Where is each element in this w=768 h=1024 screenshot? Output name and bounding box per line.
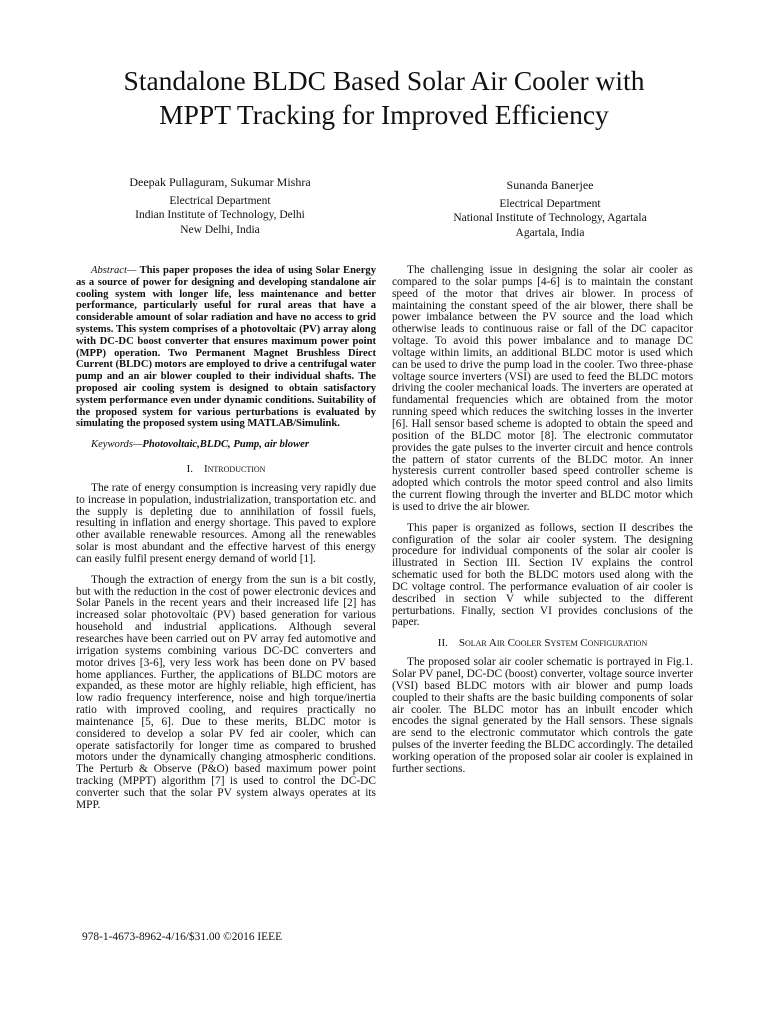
paper-title bbox=[60, 64, 708, 132]
author-names: Sunanda Banerjee bbox=[506, 178, 594, 192]
section-title: Solar Air Cooler System Configuration bbox=[458, 637, 648, 650]
title-line-1: Standalone BLDC Based Solar Air Cooler with bbox=[123, 65, 645, 96]
author-block-2 bbox=[440, 178, 660, 240]
section-heading-introduction bbox=[76, 464, 376, 476]
intro-paragraph-2: Though the extraction of energy from the sun is a bit costly, but with the reduction in the cost of power electronic devices and Solar Panels in the recent years and their increased life [2] has increased solar photovoltaic (PV) based generation for various household and industrial applications. Although several researches have been carried out on PV array fed automotive and irrigation systems combining various DC-DC converters and motor drives [3-6], very less work has been done on PV based home appliances. Further, the applications of BLDC motors are expanded, as these motor are highly reliable, high efficient, has low radio frequency interference, noise and high torque/inertia ratio with improved cooling, and requires practically no maintenance [5, 6]. Due to these merits, BLDC motor is considered to develop a solar PV fed air cooler, which can operate satisfactorily for longer time as compared to brushed motors under the dynamically changing atmospheric conditions. The Perturb & Observe (P&O) based maximum power point tracking (MPPT) algorithm [7] is used to control the DC-DC converter such that the solar PV system always operates at its MPP. bbox=[76, 573, 376, 811]
author-block-1 bbox=[110, 175, 330, 237]
intro-paragraph-1: The rate of energy consumption is increasing very rapidly due to increase in population, industrialization, transportation etc. and the supply is depleting due to annihilation of fossil fuels, resulting in inflation and energy shortage. This paved to explore other available renewable resources. Among all the renewables solar is most abundant and the effective harvest of this energy can easily fulfil present energy demand of world [1]. bbox=[76, 481, 376, 565]
section-heading-configuration bbox=[392, 638, 693, 650]
author-institute: National Institute of Technology, Agartala bbox=[453, 212, 647, 224]
body-paragraph-2: This paper is organized as follows, section II describes the configuration of the solar air cooler system. The designing procedure for individual components of the solar air cooler is illustrated in Section III. Section IV explains the control schematic used for both the BLDC motors used along with the DC voltage control. The performance evaluation of air cooler is described in section V while subjected to the different perturbations. Finally, section VI provides conclusions of the paper. bbox=[392, 521, 693, 629]
copyright-footer: 978-1-4673-8962-4/16/$31.00 ©2016 IEEE bbox=[82, 931, 283, 943]
abstract-text: This paper proposes the idea of using Solar Energy as a source of power for designing and developing standalone air cooling system with longer life, less maintenance and better performance, particularly useful for rural areas that have a considerable amount of solar radiation and have no access to grid systems. This system comprises of a photovoltaic (PV) array along with DC-DC boost converter that ensures maximum power point (MPP) operation. Two Permanent Magnet Brushless Direct Current (BLDC) motors are employed to drive a centrifugal water pump and an air blower coupled to their individual shafts. The proposed air cooling system is designed to obtain satisfactory system performance even under dynamic conditions. Suitability of the proposed system for various perturbations is evaluated by simulating the proposed system using MATLAB/Simulink. bbox=[76, 265, 376, 430]
title-line-2: MPPT Tracking for Improved Efficiency bbox=[159, 99, 609, 130]
keywords-text: Photovoltaic,BLDC, Pump, air blower bbox=[142, 439, 309, 451]
section-number: I. bbox=[186, 463, 193, 475]
config-paragraph-1: The proposed solar air cooler schematic is portrayed in Fig.1. Solar PV panel, DC-DC (boost) converter, voltage source inverter (VSI) based BLDC motors with air blower and pump loads coupled to their shafts are the basic building components of solar air cooler. The BLDC motor has an inbuilt encoder which encodes the signal generated by the Hall sensors. These signals are send to the electronic commutator which controls the gate pulses of the inverter feeding the BLDC accordingly. The detailed working operation of the proposed solar air cooler is explained in further sections. bbox=[392, 656, 693, 775]
author-institute: Indian Institute of Technology, Delhi bbox=[135, 209, 305, 221]
keywords bbox=[76, 439, 376, 451]
author-names: Deepak Pullaguram, Sukumar Mishra bbox=[129, 175, 311, 189]
body-paragraph-1: The challenging issue in designing the solar air cooler as compared to the solar pumps [4-6] is to maintain the constant speed of the motor that drives air blower. In process of maintaining the constant speed of the air blower, there shall be power imbalance between the PV source and the load which otherwise leads to continuous raise or fall of the DC capacitor voltage. To avoid this power imbalance and to manage DC voltage within limits, an additional BLDC motor is used which can be used to drive the pump load in the cooler. Two three-phase voltage source inverters (VSI) are used to feed the BLDC motors driving the cooler mechanical loads. The inverters are operated at fundamental frequencies which are obtained from the motor running speed which reduces the switching losses in the inverter [6]. Hall sensor based scheme is adopted to obtain the speed and position of the BLDC motor [8]. The electronic commutator provides the gate pulses to the inverter circuit and hence controls the pattern of stator currents of the BLDC motor. An inner hysteresis current controller based speed controller scheme is adopted which controls the motor speed control and also limits the current flowing through the inverter and BLDC motor which is used to drive the air blower. bbox=[392, 264, 693, 513]
author-department: Electrical Department bbox=[169, 194, 271, 207]
abstract bbox=[76, 265, 376, 430]
author-department: Electrical Department bbox=[499, 197, 601, 210]
section-number: II. bbox=[437, 637, 448, 650]
abstract-label: Abstract— bbox=[91, 265, 137, 276]
author-location: New Delhi, India bbox=[180, 223, 260, 236]
right-column bbox=[392, 265, 693, 785]
section-title: Introduction bbox=[203, 463, 266, 475]
author-location: Agartala, India bbox=[515, 226, 585, 239]
keywords-label: Keywords— bbox=[91, 439, 143, 451]
left-column bbox=[76, 265, 376, 821]
